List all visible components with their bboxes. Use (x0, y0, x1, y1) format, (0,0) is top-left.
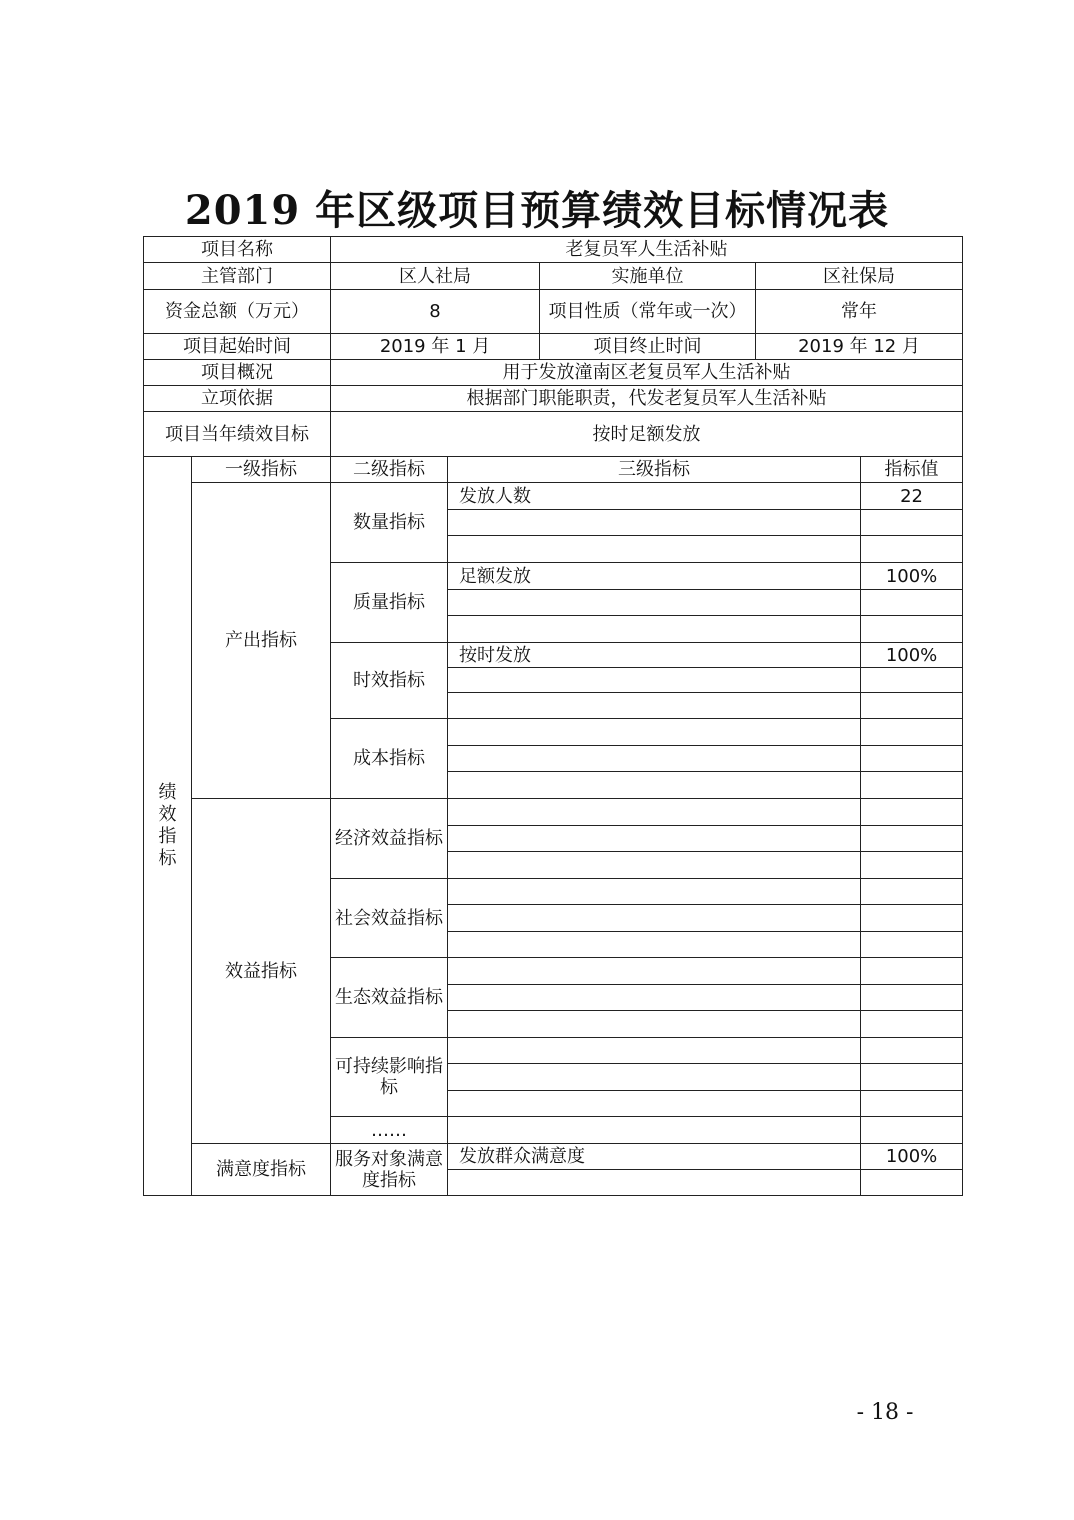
project-name-value: 老复员军人生活补贴 (331, 237, 963, 263)
col-value: 指标值 (861, 457, 963, 483)
sustainable-label: 可持续影响指标 (331, 1038, 448, 1117)
indicator-value (861, 958, 963, 985)
overview-label: 项目概况 (144, 360, 331, 386)
indicator-name (448, 719, 861, 746)
goal-value: 按时足额发放 (331, 412, 963, 457)
indicator-name (448, 1117, 861, 1144)
indicator-name (448, 932, 861, 958)
indicator-value (861, 668, 963, 693)
budget-performance-table (143, 236, 963, 1196)
quality-label: 质量指标 (331, 563, 448, 643)
col-level1: 一级指标 (192, 457, 331, 483)
indicator-name: 按时发放 (448, 643, 861, 668)
indicator-name (448, 905, 861, 932)
goal-label: 项目当年绩效目标 (144, 412, 331, 457)
page-number: - 18 - (856, 1400, 914, 1425)
indicator-value (861, 1011, 963, 1038)
indicator-name (448, 1091, 861, 1117)
indicator-value (861, 932, 963, 958)
indicator-value (861, 852, 963, 879)
indicator-value (861, 719, 963, 746)
economic-label: 经济效益指标 (331, 799, 448, 879)
nature-label: 项目性质（常年或一次） (540, 290, 756, 334)
indicator-value: 100% (861, 563, 963, 590)
indicator-value (861, 1038, 963, 1064)
indicator-name (448, 668, 861, 693)
indicator-value (861, 1064, 963, 1091)
indicator-name (448, 510, 861, 536)
indicator-name (448, 693, 861, 719)
col-level2: 二级指标 (331, 457, 448, 483)
indicator-name: 发放群众满意度 (448, 1144, 861, 1170)
overview-value: 用于发放潼南区老复员军人生活补贴 (331, 360, 963, 386)
page-title: 2019 年区级项目预算绩效目标情况表 (184, 187, 890, 234)
indicator-name (448, 746, 861, 772)
indicator-name (448, 1038, 861, 1064)
indicator-name (448, 985, 861, 1011)
indicator-value (861, 905, 963, 932)
indicator-name (448, 826, 861, 852)
ellipsis: …… (331, 1117, 448, 1144)
fund-value: 8 (331, 290, 540, 334)
indicator-name: 发放人数 (448, 483, 861, 510)
indicator-value: 22 (861, 483, 963, 510)
unit-label: 实施单位 (540, 263, 756, 290)
indicator-name (448, 1011, 861, 1038)
indicator-value (861, 510, 963, 536)
indicator-value (861, 616, 963, 643)
indicator-value (861, 799, 963, 826)
quantity-label: 数量指标 (331, 483, 448, 563)
indicator-value (861, 536, 963, 563)
indicator-value: 100% (861, 643, 963, 668)
basis-label: 立项依据 (144, 386, 331, 412)
fund-label: 资金总额（万元） (144, 290, 331, 334)
indicator-name (448, 590, 861, 616)
timeliness-label: 时效指标 (331, 643, 448, 719)
indicator-value (861, 746, 963, 772)
indicator-value (861, 1170, 963, 1196)
unit-value: 区社保局 (756, 263, 963, 290)
start-value: 2019 年 1 月 (331, 334, 540, 360)
satisfaction-label: 满意度指标 (192, 1144, 331, 1196)
dept-value: 区人社局 (331, 263, 540, 290)
benefit-label: 效益指标 (192, 799, 331, 1144)
col-level3: 三级指标 (448, 457, 861, 483)
indicator-value (861, 985, 963, 1011)
dept-label: 主管部门 (144, 263, 331, 290)
indicator-value (861, 590, 963, 616)
indicator-value (861, 826, 963, 852)
indicator-value (861, 879, 963, 905)
indicator-name (448, 799, 861, 826)
nature-value: 常年 (756, 290, 963, 334)
indicator-name (448, 852, 861, 879)
social-label: 社会效益指标 (331, 879, 448, 958)
service-satisfaction-label: 服务对象满意度指标 (331, 1144, 448, 1196)
indicator-name (448, 1170, 861, 1196)
indicator-name (448, 879, 861, 905)
indicator-name (448, 616, 861, 643)
end-value: 2019 年 12 月 (756, 334, 963, 360)
section-label (144, 457, 192, 1196)
project-name-label: 项目名称 (144, 237, 331, 263)
end-label: 项目终止时间 (540, 334, 756, 360)
indicator-value (861, 1091, 963, 1117)
indicator-name (448, 772, 861, 799)
output-label: 产出指标 (192, 483, 331, 799)
indicator-name (448, 958, 861, 985)
start-label: 项目起始时间 (144, 334, 331, 360)
indicator-value: 100% (861, 1144, 963, 1170)
basis-value: 根据部门职能职责，代发老复员军人生活补贴 (331, 386, 963, 412)
indicator-value (861, 693, 963, 719)
indicator-name: 足额发放 (448, 563, 861, 590)
indicator-value (861, 1117, 963, 1144)
indicator-name (448, 536, 861, 563)
section-label-text: 绩效指标 (158, 782, 177, 869)
indicator-name (448, 1064, 861, 1091)
cost-label: 成本指标 (331, 719, 448, 799)
indicator-value (861, 772, 963, 799)
ecological-label: 生态效益指标 (331, 958, 448, 1038)
